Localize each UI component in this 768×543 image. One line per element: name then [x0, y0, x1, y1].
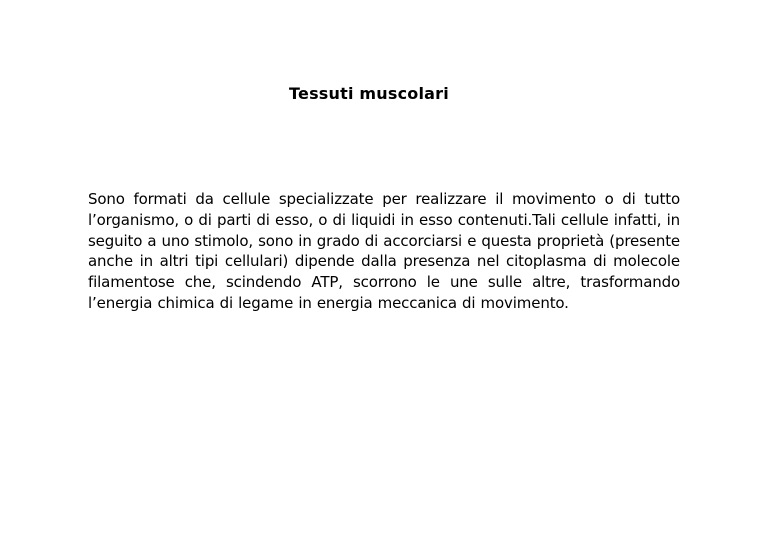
body-paragraph: Sono formati da cellule specializzate per realizzare il movimento o di tutto l’organismo, o di parti di esso, o di liquidi in esso contenuti.Tali cellule infatti, in seguito a uno stimolo, sono in grado di accorciarsi e questa proprietà (presente anche in altri tipi cellulari) dipende dalla presenza nel citoplasma di molecole filamentose che, scindendo ATP, scorrono le une sulle altre, trasformando l’energia chimica di legame in energia meccanica di movimento. — [88, 190, 680, 312]
page-title: Tessuti muscolari — [289, 84, 449, 103]
